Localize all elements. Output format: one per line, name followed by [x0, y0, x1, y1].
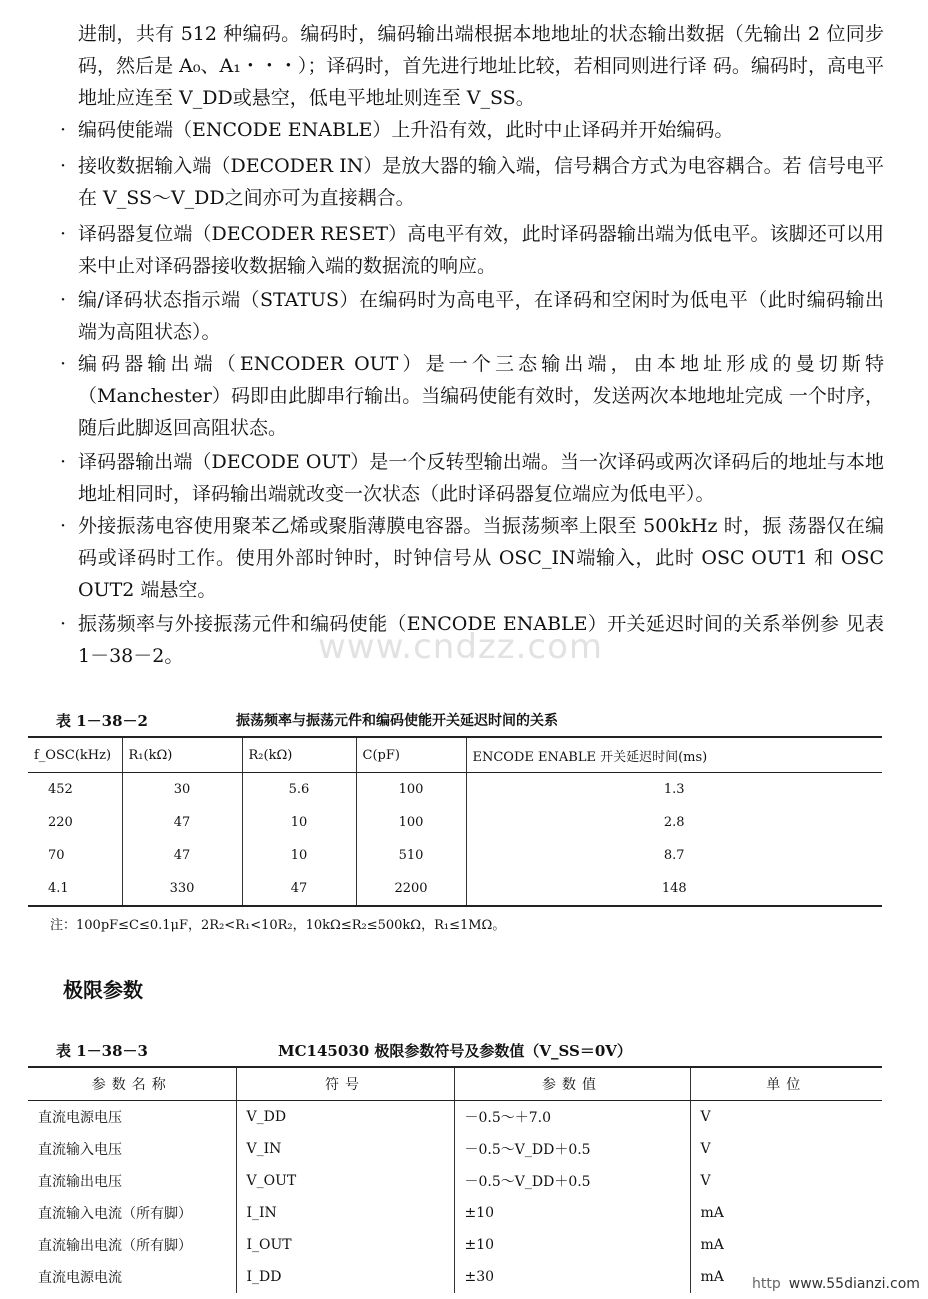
table-row [28, 1197, 882, 1229]
cell: I_OUT [236, 1229, 454, 1261]
cell: V_DD [236, 1101, 454, 1134]
table-row [28, 1229, 882, 1261]
cell: －0.5～＋7.0 [454, 1101, 690, 1134]
bullet-marker: · [60, 223, 67, 245]
table2-number: 表 1－38－2 [56, 712, 148, 730]
cell: 330 [122, 872, 242, 906]
table3-number: 表 1－38－3 [56, 1042, 148, 1060]
bullet-marker: · [60, 515, 67, 537]
cell: V [690, 1101, 882, 1134]
bullet-marker: · [60, 613, 67, 635]
cell: 直流输出电流（所有脚） [38, 1238, 192, 1254]
cell: 100 [356, 773, 466, 807]
header-param-name: 参数名称 [28, 1067, 236, 1101]
cell: 直流电源电流 [38, 1270, 122, 1286]
bullet-decoder-in [60, 150, 884, 214]
bullet-marker: · [60, 119, 67, 141]
cell: 1.3 [466, 773, 882, 807]
cell: 直流电源电压 [38, 1110, 122, 1126]
cell: 直流输入电压 [38, 1142, 122, 1158]
cell: mA [690, 1197, 882, 1229]
cell: 148 [466, 872, 882, 906]
cell: V [690, 1133, 882, 1165]
cell: 5.6 [242, 773, 356, 807]
bullet-decoder-reset [60, 218, 884, 282]
cell: 30 [122, 773, 242, 807]
cell: 2.8 [466, 806, 882, 839]
cell: 4.1 [28, 872, 122, 906]
bullet-encode-enable [60, 114, 884, 146]
bullet-text: 译码器输出端（DECODE OUT）是一个反转型输出端。当一次译码或两次译码后的地址与本地地址相同时，译码输出端就改变一次状态（此时译码器复位端应为低电平）。 [78, 451, 884, 505]
cell: mA [690, 1229, 882, 1261]
cell: V_IN [236, 1133, 454, 1165]
cell: 70 [48, 848, 65, 863]
header-fosc: f_OSC(kHz) [28, 737, 122, 773]
table-header-row [28, 737, 882, 773]
header-c: C(pF) [356, 737, 466, 773]
cell: ±10 [454, 1229, 690, 1261]
bullet-text: 外接振荡电容使用聚苯乙烯或聚脂薄膜电容器。当振荡频率上限至 500kHz 时，振 荡器仅在编码或译码时工作。使用外部时钟时，时钟信号从 OSC_IN端输入，此时 OSC OUT1 和 OSC OUT2 端悬空。 [78, 515, 884, 601]
bullet-marker: · [60, 451, 67, 473]
watermark: www.cndzz.com [318, 627, 604, 667]
table-row [28, 1101, 882, 1134]
header-delay: ENCODE ENABLE 开关延迟时间(ms) [466, 737, 882, 773]
bullet-status [60, 284, 884, 348]
cell: 452 [48, 782, 73, 797]
table-row [28, 773, 882, 807]
section-title: 极限参数 [63, 978, 143, 1002]
header-r1: R₁(kΩ) [122, 737, 242, 773]
bullet-text: 编/译码状态指示端（STATUS）在编码时为高电平，在译码和空闲时为低电平（此时编码输出端为高阻状态）。 [78, 289, 884, 343]
cell: I_DD [236, 1261, 454, 1293]
footer-url-prefix: http [752, 1276, 781, 1292]
header-unit: 单位 [690, 1067, 882, 1101]
bullet-text: 译码器复位端（DECODER RESET）高电平有效，此时译码器输出端为低电平。该脚还可以用来中止对译码器接收数据输入端的数据流的响应。 [78, 223, 884, 277]
table2-title: 振荡频率与振荡元件和编码使能开关延迟时间的关系 [236, 713, 558, 729]
table-header-row [28, 1067, 882, 1101]
cell: 直流输入电流（所有脚） [38, 1206, 192, 1222]
intro-paragraph: 进制，共有 512 种编码。编码时，编码输出端根据本地地址的状态输出数据（先输出 2 位同步码，然后是 A₀、A₁・・・）；译码时，首先进行地址比较，若相同则进行译 码。编码时，高电平地址应连至 V_DD或悬空，低电平地址则连至 V_SS。 [78, 23, 884, 109]
header-symbol: 符号 [236, 1067, 454, 1101]
bullet-text: 编码使能端（ENCODE ENABLE）上升沿有效，此时中止译码并开始编码。 [78, 119, 734, 141]
footer-url-text: www.55dianzi.com [788, 1276, 920, 1292]
table-row [28, 1133, 882, 1165]
table2-note: 注：100pF≤C≤0.1μF，2R₂<R₁<10R₂，10kΩ≤R₂≤500kΩ，R₁≤1MΩ。 [50, 918, 506, 933]
table-row [28, 872, 882, 906]
bullet-text: 编码器输出端（ENCODER OUT）是一个三态输出端，由本地址形成的曼切斯特（Manchester）码即由此脚串行输出。当编码使能有效时，发送两次本地地址完成 一个时序，随后此脚返回高阻状态。 [78, 353, 884, 439]
cell: 10 [242, 806, 356, 839]
footer-url[interactable] [752, 1276, 920, 1292]
cell: 510 [356, 839, 466, 872]
cell: 47 [122, 839, 242, 872]
bullet-text: 接收数据输入端（DECODER IN）是放大器的输入端，信号耦合方式为电容耦合。若 信号电平在 V_SS～V_DD之间亦可为直接耦合。 [78, 155, 884, 209]
bullet-decode-out [60, 446, 884, 510]
cell: ±30 [454, 1261, 690, 1293]
cell: mA [690, 1261, 882, 1293]
bullet-marker: · [60, 289, 67, 311]
cell: 220 [48, 815, 73, 830]
cell: 10 [242, 839, 356, 872]
cell: －0.5～V_DD＋0.5 [454, 1133, 690, 1165]
header-value: 参数值 [454, 1067, 690, 1101]
oscillator-table [28, 736, 882, 907]
cell: 100 [356, 806, 466, 839]
cell: ±10 [454, 1197, 690, 1229]
cell: I_IN [236, 1197, 454, 1229]
absolute-max-table [28, 1066, 882, 1293]
cell: －0.5～V_DD＋0.5 [454, 1165, 690, 1197]
bullet-marker: · [60, 353, 67, 375]
bullet-marker: · [60, 155, 67, 177]
table3-title: MC145030 极限参数符号及参数值（V_SS＝0V） [278, 1042, 632, 1060]
table-row [28, 1165, 882, 1197]
bullet-text: 振荡频率与外接振荡元件和编码使能（ENCODE ENABLE）开关延迟时间的关系举例参 见表 1－38－2。 [78, 613, 884, 667]
bullet-osc-capacitor [60, 510, 884, 606]
cell: V [690, 1165, 882, 1197]
cell: 直流输出电压 [38, 1174, 122, 1190]
header-r2: R₂(kΩ) [242, 737, 356, 773]
cell: 8.7 [466, 839, 882, 872]
table-row [28, 839, 882, 872]
cell: 47 [122, 806, 242, 839]
table-row [28, 806, 882, 839]
cell: V_OUT [236, 1165, 454, 1197]
bullet-encoder-out [60, 348, 884, 444]
cell: 47 [242, 872, 356, 906]
cell: 2200 [356, 872, 466, 906]
